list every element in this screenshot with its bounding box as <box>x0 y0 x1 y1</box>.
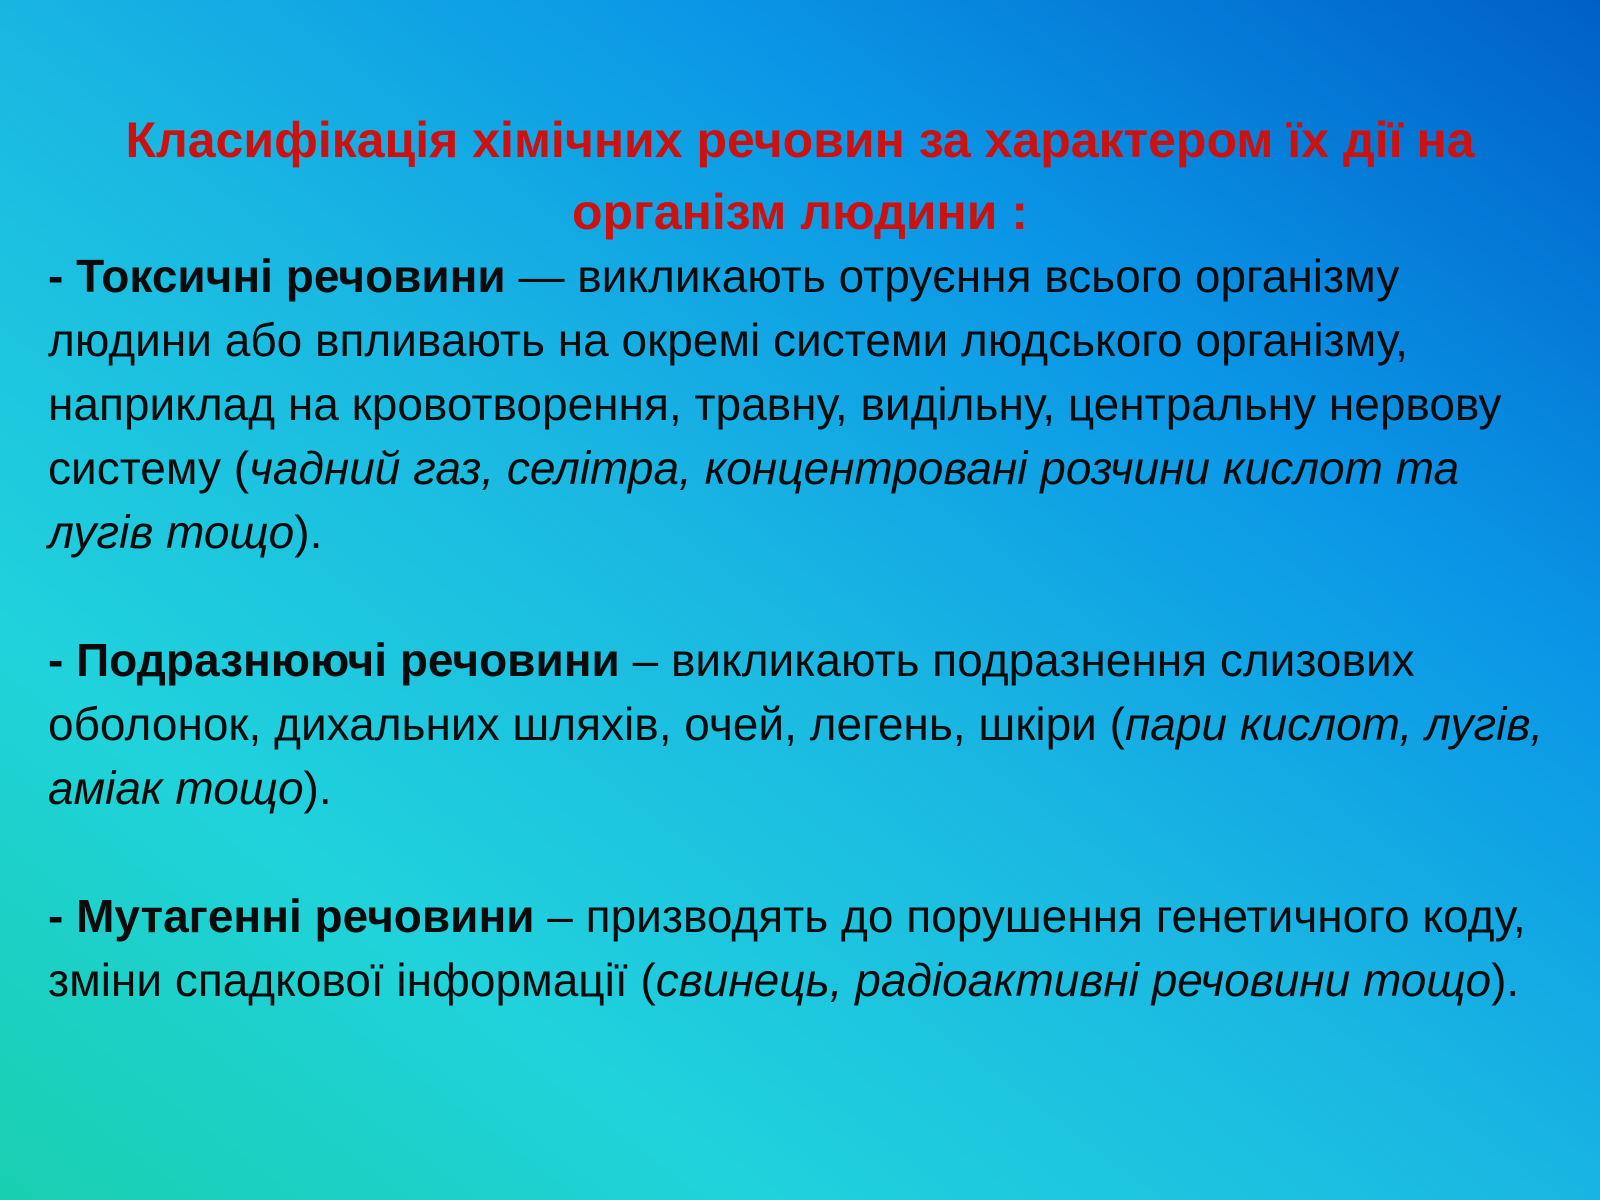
irritant-substances-description: – викликають подразнення слизових оболонок, дихальних шляхів, очей, легень, шкіри ( <box>48 634 1415 750</box>
slide-body <box>48 244 1558 1012</box>
toxic-substances-closing: ). <box>294 506 323 558</box>
toxic-substances-item <box>48 244 1558 564</box>
slide-title: Класифікація хімічних речовин за характером їх дії на організм людини : <box>125 112 1475 240</box>
mutagenic-substances-term: - Мутагенні речовини <box>48 890 535 942</box>
mutagenic-substances-description: – призводять до порушення генетичного коду, зміни спадкової інформації ( <box>48 890 1526 1006</box>
mutagenic-substances-closing: ). <box>1491 954 1520 1006</box>
irritant-substances-item <box>48 628 1558 820</box>
mutagenic-substances-item <box>48 884 1558 1012</box>
mutagenic-substances-examples: свинець, радіоактивні речовини тощо <box>655 954 1492 1006</box>
irritant-substances-closing: ). <box>303 762 332 814</box>
toxic-substances-examples: чадний газ, селітра, концентровані розчини кислот та лугів тощо <box>48 442 1460 558</box>
irritant-substances-term: - Подразнюючі речовини <box>48 634 620 686</box>
toxic-substances-description: — викликають отруєння всього організму людини або впливають на окремі системи людського організму, наприклад на кровотворення, травну, видільну, центральну нервову систему ( <box>48 250 1502 494</box>
toxic-substances-term: - Токсичні речовини <box>48 250 506 302</box>
paragraph-spacer <box>48 564 1558 628</box>
irritant-substances-examples: пари кислот, лугів, аміак тощо <box>48 698 1544 814</box>
paragraph-spacer <box>48 820 1558 884</box>
